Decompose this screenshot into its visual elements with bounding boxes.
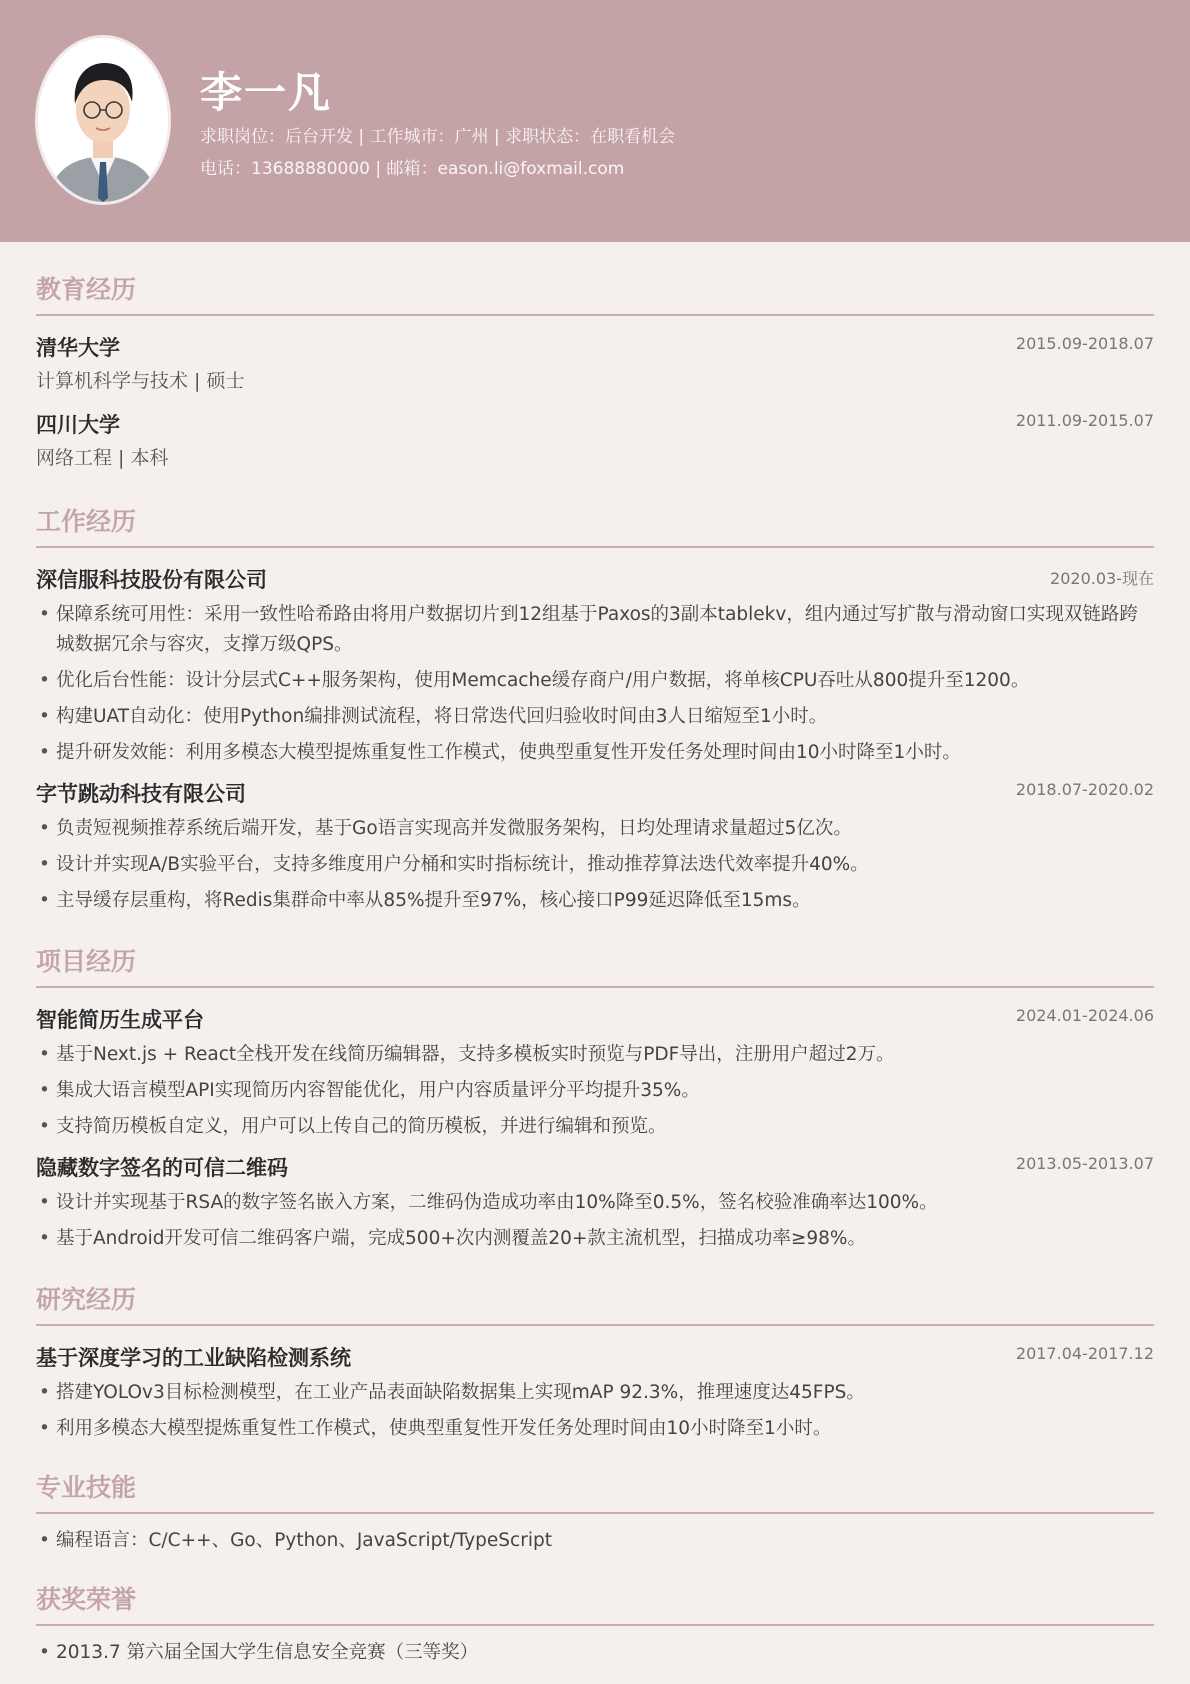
date-range: 2011.09-2015.07 — [1015, 411, 1154, 430]
list-item: • 基于Android开发可信二维码客户端，完成500+次内测覆盖20+款主流机型，扫描成功率≥98%。 — [36, 1224, 1154, 1254]
work-entry — [36, 564, 1154, 768]
list-item: • 支持简历模板自定义，用户可以上传自己的简历模板，并进行编辑和预览。 — [36, 1112, 1154, 1142]
date-range: 2020.03-现在 — [1050, 569, 1154, 588]
section-title-skills: 专业技能 — [36, 1468, 1154, 1514]
project-name: 智能简历生成平台 — [36, 1008, 204, 1032]
list-item: • 提升研发效能：利用多模态大模型提炼重复性工作模式，使典型重复性开发任务处理时间由10小时降至1小时。 — [36, 738, 1154, 768]
section-title-projects: 项目经历 — [36, 942, 1154, 988]
list-item: • 搭建YOLOv3目标检测模型，在工业产品表面缺陷数据集上实现mAP 92.3%，推理速度达45FPS。 — [36, 1378, 1154, 1408]
list-item: • 2013.7 第六届全国大学生信息安全竞赛（三等奖） — [36, 1638, 1154, 1668]
date-range: 2015.09-2018.07 — [1015, 334, 1154, 353]
project-name: 隐藏数字签名的可信二维码 — [36, 1156, 288, 1180]
company-name: 深信服科技股份有限公司 — [36, 568, 267, 592]
list-item: • 构建UAT自动化：使用Python编排测试流程，将日常迭代回归验收时间由3人日缩短至1小时。 — [36, 702, 1154, 732]
section-title-work: 工作经历 — [36, 502, 1154, 548]
list-item: • 保障系统可用性：采用一致性哈希路由将用户数据切片到12组基于Paxos的3副本tablekv，组内通过写扩散与滑动窗口实现双链路跨城数据冗余与容灾，支撑万级QPS。 — [36, 600, 1154, 660]
skills-section — [36, 1468, 1154, 1556]
avatar — [35, 35, 171, 205]
school-name: 四川大学 — [36, 413, 120, 437]
list-item: • 设计并实现A/B实验平台，支持多维度用户分桶和实时指标统计，推动推荐算法迭代效率提升40%。 — [36, 850, 1154, 880]
research-name: 基于深度学习的工业缺陷检测系统 — [36, 1346, 351, 1370]
list-item: • 设计并实现基于RSA的数字签名嵌入方案，二维码伪造成功率由10%降至0.5%，签名校验准确率达100%。 — [36, 1188, 1154, 1218]
work-section — [36, 502, 1154, 916]
bullet-list — [36, 1040, 1154, 1142]
project-entry — [36, 1152, 1154, 1254]
resume-body — [0, 270, 1190, 1668]
section-title-education: 教育经历 — [36, 270, 1154, 316]
section-title-awards: 获奖荣誉 — [36, 1580, 1154, 1626]
degree-detail: 网络工程 | 本科 — [36, 447, 169, 469]
profile-photo-icon — [38, 38, 168, 202]
bullet-list — [36, 1638, 1154, 1668]
section-title-research: 研究经历 — [36, 1280, 1154, 1326]
bullet-list — [36, 1526, 1154, 1556]
date-range: 2013.05-2013.07 — [1015, 1154, 1154, 1173]
bullet-list — [36, 1188, 1154, 1254]
education-section — [36, 270, 1154, 470]
list-item: • 主导缓存层重构，将Redis集群命中率从85%提升至97%，核心接口P99延迟降低至15ms。 — [36, 886, 1154, 916]
bullet-list — [36, 1378, 1154, 1444]
contact-info: 电话：13688880000 | 邮箱：eason.li@foxmail.com — [200, 159, 625, 179]
bullet-list — [36, 600, 1154, 768]
job-intent: 求职岗位：后台开发 | 工作城市：广州 | 求职状态：在职看机会 — [200, 127, 676, 147]
date-range: 2018.07-2020.02 — [1015, 780, 1154, 799]
education-entry — [36, 332, 1154, 393]
awards-section — [36, 1580, 1154, 1668]
date-range: 2024.01-2024.06 — [1015, 1006, 1154, 1025]
list-item: • 基于Next.js + React全栈开发在线简历编辑器，支持多模板实时预览与PDF导出，注册用户超过2万。 — [36, 1040, 1154, 1070]
list-item: • 利用多模态大模型提炼重复性工作模式，使典型重复性开发任务处理时间由10小时降至1小时。 — [36, 1414, 1154, 1444]
date-range: 2017.04-2017.12 — [1015, 1344, 1154, 1363]
list-item: • 优化后台性能：设计分层式C++服务架构，使用Memcache缓存商户/用户数据，将单核CPU吞吐从800提升至1200。 — [36, 666, 1154, 696]
education-entry — [36, 409, 1154, 470]
list-item: • 编程语言：C/C++、Go、Python、JavaScript/TypeScript — [36, 1526, 1154, 1556]
bullet-list — [36, 814, 1154, 916]
project-entry — [36, 1004, 1154, 1142]
candidate-name: 李一凡 — [200, 68, 333, 117]
work-entry — [36, 778, 1154, 916]
projects-section — [36, 942, 1154, 1254]
resume-header — [0, 0, 1190, 242]
research-section — [36, 1280, 1154, 1444]
research-entry — [36, 1342, 1154, 1444]
school-name: 清华大学 — [36, 336, 120, 360]
list-item: • 负责短视频推荐系统后端开发，基于Go语言实现高并发微服务架构，日均处理请求量超过5亿次。 — [36, 814, 1154, 844]
list-item: • 集成大语言模型API实现简历内容智能优化，用户内容质量评分平均提升35%。 — [36, 1076, 1154, 1106]
degree-detail: 计算机科学与技术 | 硕士 — [36, 370, 245, 392]
company-name: 字节跳动科技有限公司 — [36, 782, 246, 806]
